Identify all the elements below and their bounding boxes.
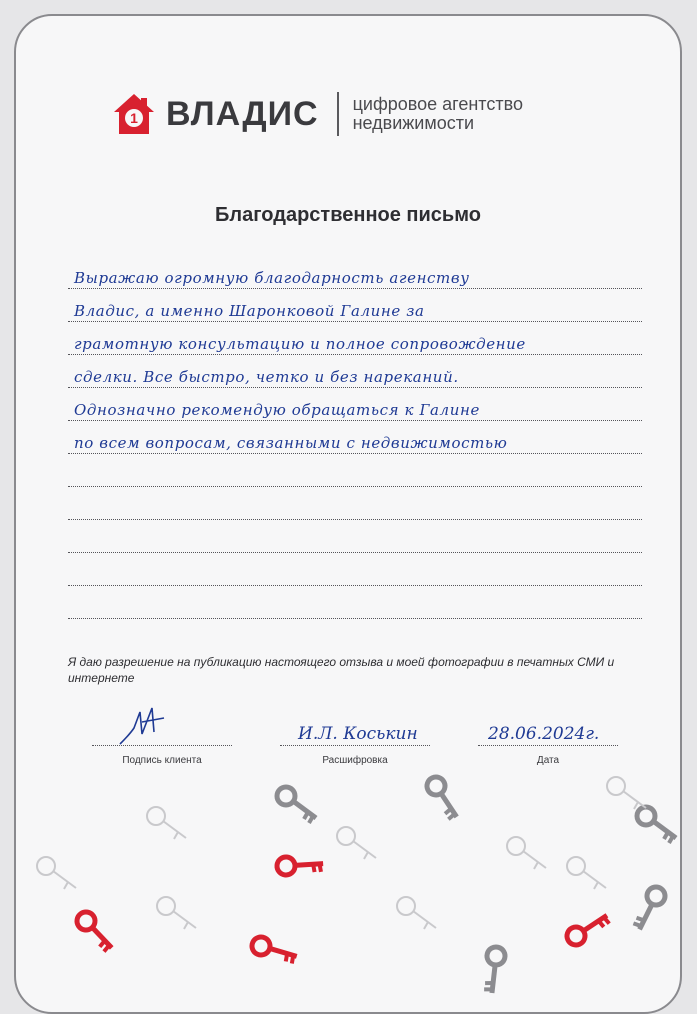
key-outline-icon <box>157 897 196 929</box>
handwritten-line: Владис, а именно Шаронковой Галине за <box>74 302 425 320</box>
tagline-line-2: недвижимости <box>352 113 475 133</box>
text-line <box>68 256 642 289</box>
key-icon <box>637 807 676 843</box>
handwritten-line: Однозначно рекомендую обращаться к Галине <box>74 401 480 419</box>
text-line <box>68 586 642 619</box>
letter-title: Благодарственное письмо <box>215 204 481 226</box>
key-icon <box>72 911 117 953</box>
key-outline-icon <box>147 807 186 839</box>
key-outline-icon <box>337 827 376 859</box>
key-outline-icon <box>507 837 546 869</box>
key-icon <box>628 886 670 931</box>
key-outline-icon <box>37 857 76 889</box>
text-line <box>68 289 642 322</box>
text-line <box>68 553 642 586</box>
key-icon <box>273 840 326 893</box>
text-line <box>68 355 642 388</box>
publication-permission: Я даю разрешение на публикацию настоящего отзыва и моей фотографии в печатных СМИ и интернете <box>68 655 615 685</box>
text-line <box>68 322 642 355</box>
letter-sheet <box>14 14 682 1014</box>
date-caption: Дата <box>536 755 560 766</box>
tagline <box>353 95 523 133</box>
text-line <box>68 487 642 520</box>
handwritten-text-area <box>68 256 642 619</box>
tagline-line-1: цифровое агентство <box>352 94 523 114</box>
name-rule <box>280 745 430 746</box>
key-outline-icon <box>567 857 606 889</box>
handwritten-line: сделки. Все быстро, четко и без нареканий. <box>74 368 459 386</box>
handwritten-line: грамотную консультацию и полное сопровождение <box>74 335 526 353</box>
key-icon <box>249 927 298 974</box>
date-handwritten: 28.06.2024г. <box>488 724 600 744</box>
key-icon <box>564 905 611 954</box>
text-line <box>68 454 642 487</box>
logo <box>112 92 523 136</box>
key-outline-icon <box>607 777 646 809</box>
key-icon <box>468 944 519 996</box>
name-handwritten: И.Л. Коськин <box>298 724 418 744</box>
handwritten-line: Выражаю огромную благодарность агенству <box>74 269 470 287</box>
house-logo-icon <box>112 92 156 136</box>
name-caption: Расшифровка <box>322 755 388 766</box>
key-icon <box>277 787 316 823</box>
logo-divider <box>337 92 339 136</box>
key-outline-icon <box>397 897 436 929</box>
client-signature-scribble <box>112 704 192 748</box>
text-line <box>68 421 642 454</box>
brand-name: ВЛАДИС <box>166 94 319 133</box>
key-icon <box>418 774 467 821</box>
handwritten-line: по всем вопросам, связанными с недвижимостью <box>74 434 508 452</box>
date-rule <box>478 745 618 746</box>
signature-rule <box>92 745 232 746</box>
text-line <box>68 388 642 421</box>
signature-caption: Подпись клиента <box>122 755 202 766</box>
logo-digit: 1 <box>130 110 138 126</box>
text-line <box>68 520 642 553</box>
keys-decoration <box>16 756 682 1014</box>
